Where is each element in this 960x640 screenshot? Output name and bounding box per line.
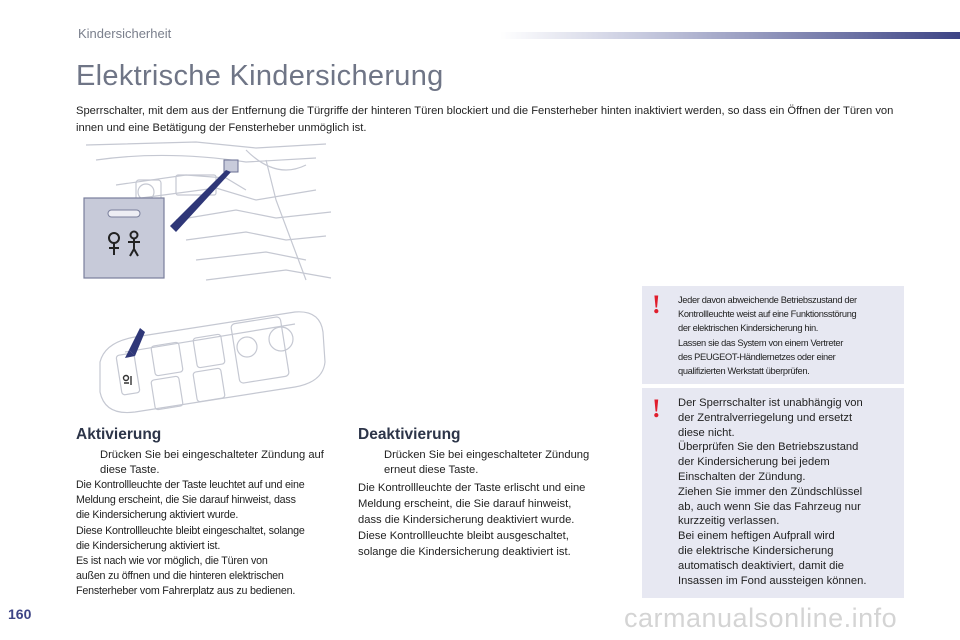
warning-line: die elektrische Kindersicherung: [678, 544, 834, 557]
activation-line: Meldung erscheint, die Sie darauf hinweist, dass: [76, 494, 296, 507]
warning-note-text: [678, 396, 898, 588]
activation-line: Es ist nach wie vor möglich, die Türen von: [76, 555, 268, 568]
activation-line: außen zu öffnen und die hinteren elektrischen: [76, 570, 284, 583]
activation-line: Die Kontrollleuchte der Taste leuchtet auf und eine: [76, 479, 305, 491]
deactivation-line: dass die Kindersicherung deaktiviert wurde.: [358, 514, 575, 526]
warning-line: Kontrollleuchte weist auf eine Funktionsstörung: [678, 309, 857, 320]
warning-note-text: [678, 293, 902, 378]
activation-step-text: Drücken Sie bei eingeschalteter Zündung auf diese Taste.: [100, 449, 324, 476]
deactivation-step-text: Drücken Sie bei eingeschalteter Zündung erneut diese Taste.: [384, 449, 590, 476]
deactivation-step: [360, 448, 610, 478]
activation-line: Diese Kontrollleuchte bleibt eingeschaltet, solange: [76, 524, 305, 537]
deactivation-body: [358, 480, 620, 560]
warning-line: diese nicht.: [678, 426, 735, 439]
warning-line: Einschalten der Zündung.: [678, 470, 806, 483]
activation-line: Fensterheber vom Fahrerplatz aus zu bedienen.: [76, 585, 296, 598]
warning-line: Lassen sie das System von einem Vertreter: [678, 337, 843, 348]
warning-icon: !: [652, 394, 661, 423]
warning-line: Bei einem heftigen Aufprall wird: [678, 530, 835, 543]
activation-line: die Kindersicherung aktiviert wurde.: [76, 509, 239, 522]
warning-line: der Kindersicherung bei jedem: [678, 456, 830, 469]
deactivation-line: Diese Kontrollleuchte bleibt ausgeschaltet,: [358, 530, 569, 542]
warning-icon: !: [652, 290, 661, 319]
deactivation-line: Meldung erscheint, die Sie darauf hinweist,: [358, 498, 572, 510]
deactivation-heading: Deaktivierung: [358, 426, 461, 443]
deactivation-line: solange die Kindersicherung deaktiviert ist.: [358, 546, 571, 558]
window-switch-panel-illustration: [95, 292, 335, 422]
warning-note-independence: [642, 388, 904, 598]
header-bar: [500, 32, 960, 39]
dashboard-switch-illustration: [76, 140, 336, 285]
section-header: Kindersicherheit: [78, 26, 172, 41]
warning-line: der Zentralverriegelung und ersetzt: [678, 411, 853, 424]
warning-line: Jeder davon abweichende Betriebszustand der: [678, 295, 857, 305]
warning-line: automatisch deaktiviert, damit die: [678, 559, 845, 572]
activation-step: [76, 448, 326, 478]
activation-heading: Aktivierung: [76, 426, 162, 443]
warning-line: Ziehen Sie immer den Zündschlüssel: [678, 485, 863, 498]
watermark: carmanualsonline.info: [624, 603, 898, 633]
warning-line: ab, auch wenn Sie das Fahrzeug nur: [678, 500, 861, 513]
warning-line: Überprüfen Sie den Betriebszustand: [678, 441, 859, 454]
deactivation-line: Die Kontrollleuchte der Taste erlischt und eine: [358, 482, 586, 494]
intro-paragraph: Sperrschalter, mit dem aus der Entfernung die Türgriffe der hinteren Türen blockiert und die Fensterheber hinten inaktiviert werden, so dass ein Öffnen der Türen von innen und eine Betätigung der Fensterheber unmöglich ist.: [76, 105, 894, 134]
warning-line: Insassen im Fond aussteigen können.: [678, 574, 867, 587]
warning-line: des PEUGEOT-Händlernetzes oder einer: [678, 351, 836, 362]
activation-line: die Kindersicherung aktiviert ist.: [76, 539, 221, 552]
page-title: Elektrische Kindersicherung: [76, 60, 444, 92]
warning-note-malfunction: [642, 286, 904, 384]
warning-line: kurzzeitig verlassen.: [678, 515, 780, 528]
warning-line: qualifizierten Werkstatt überprüfen.: [678, 366, 810, 377]
warning-line: Der Sperrschalter ist unabhängig von: [678, 397, 863, 409]
warning-line: der elektrischen Kindersicherung hin.: [678, 323, 819, 334]
page-number: 160: [8, 606, 32, 622]
activation-body: [76, 478, 338, 600]
